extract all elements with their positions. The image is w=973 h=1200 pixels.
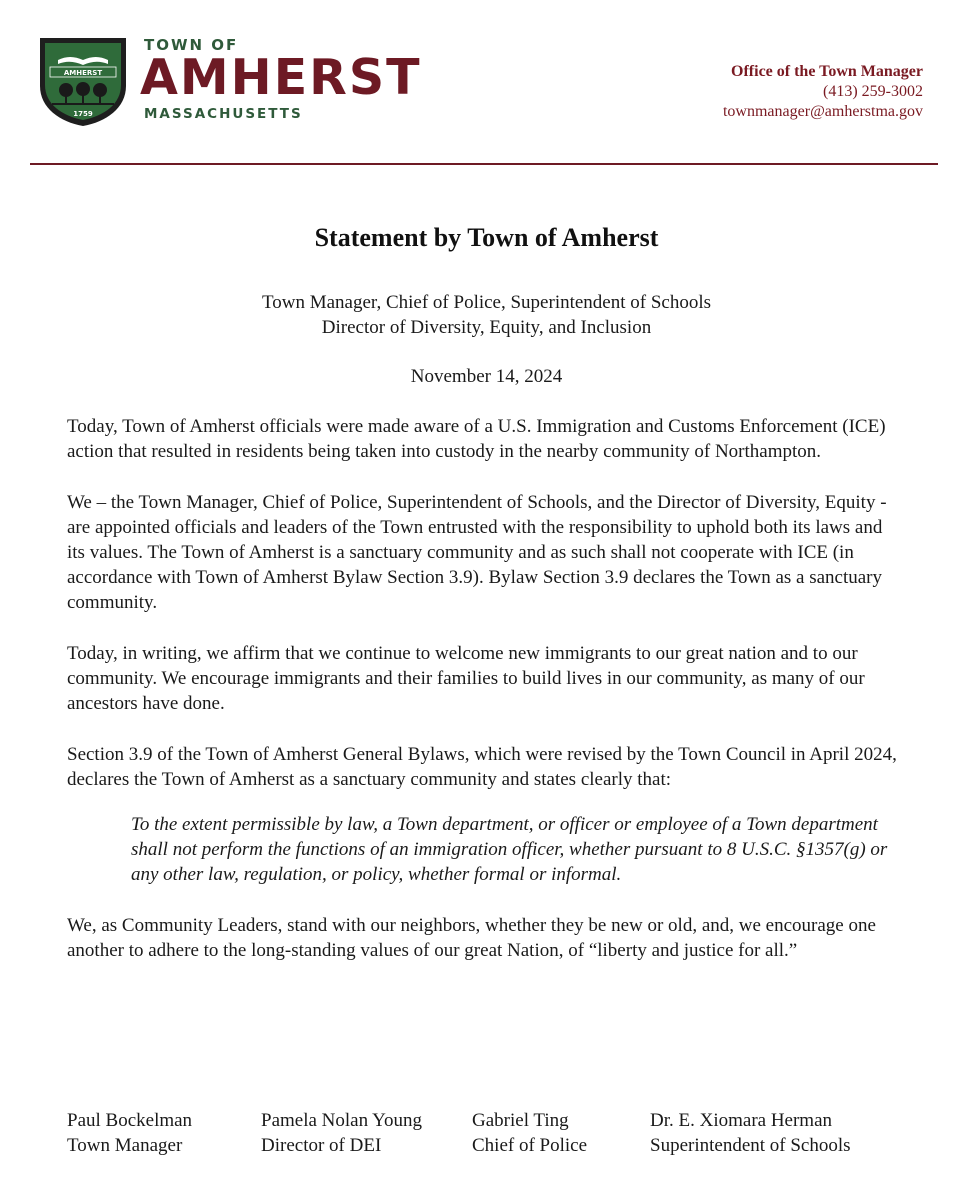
signer-title: Chief of Police: [472, 1135, 588, 1156]
office-phone: (413) 259-3002: [823, 83, 923, 100]
bylaw-quote: To the extent permissible by law, a Town department, or officer or employee of a Town department shall not perform the functions of an immigration officer, whether pursuant to 8 U.S.C. §1357(g) or any other law, regulation, or policy, whether formal or informal.: [131, 814, 888, 885]
signature: [472, 1108, 587, 1158]
town-name: AMHERST: [140, 49, 422, 106]
office-contact: [723, 62, 923, 122]
signer-name: Paul Bockelman: [67, 1110, 193, 1131]
state-label: MASSACHUSETTS: [144, 106, 303, 122]
signature: [650, 1108, 851, 1158]
header-divider: [30, 163, 938, 165]
signer-title: Town Manager: [67, 1135, 183, 1156]
office-email: townmanager@amherstma.gov: [722, 103, 923, 120]
subtitle-line-2: Director of Diversity, Equity, and Inclusion: [321, 317, 652, 338]
document-date: November 14, 2024: [410, 366, 563, 387]
paragraph: Section 3.9 of the Town of Amherst General Bylaws, which were revised by the Town Council in April 2024, declares the Town of Amherst as a sanctuary community and states clearly that:: [67, 744, 897, 790]
paragraph: Today, in writing, we affirm that we continue to welcome new immigrants to our great nation and to our community. We encourage immigrants and their families to build lives in our community, as many of our ancestors have done.: [67, 643, 865, 714]
document-title: Statement by Town of Amherst: [314, 223, 659, 252]
signer-name: Dr. E. Xiomara Herman: [650, 1110, 833, 1131]
signer-name: Pamela Nolan Young: [261, 1110, 422, 1131]
signer-name: Gabriel Ting: [472, 1110, 569, 1131]
signature: [261, 1108, 422, 1158]
signature-block: [0, 1108, 973, 1168]
paragraph: Today, Town of Amherst officials were made aware of a U.S. Immigration and Customs Enforcement (ICE) action that resulted in residents being taken into custody in the nearby community of Northampton.: [67, 416, 886, 462]
signature: [67, 1108, 192, 1158]
closing-paragraph: We, as Community Leaders, stand with our neighbors, whether they be new or old, and, we encourage one another to adhere to the long-standing values of our great Nation, of “liberty and justice for all.”: [67, 915, 876, 961]
office-name: Office of the Town Manager: [731, 63, 923, 80]
seal-year: 1759: [73, 110, 93, 118]
seal-top-text: AMHERST: [63, 69, 103, 77]
signer-title: Superintendent of Schools: [650, 1135, 851, 1156]
paragraph: We – the Town Manager, Chief of Police, Superintendent of Schools, and the Director of Diversity, Equity - are appointed officials and leaders of the Town entrusted with the responsibility to uphold both its laws and its values. The Town of Amherst is a sanctuary community and as such shall not cooperate with ICE (in accordance with Town of Amherst Bylaw Section 3.9). Bylaw Section 3.9 declares the Town as a sanctuary community.: [67, 492, 887, 613]
document-body: [67, 414, 897, 963]
town-seal-icon: [36, 34, 130, 128]
document-subtitle: [0, 290, 973, 340]
signer-title: Director of DEI: [261, 1135, 382, 1156]
letterhead: [0, 0, 973, 170]
subtitle-line-1: Town Manager, Chief of Police, Superintendent of Schools: [261, 292, 712, 313]
town-of-label: TOWN OF: [144, 36, 239, 54]
